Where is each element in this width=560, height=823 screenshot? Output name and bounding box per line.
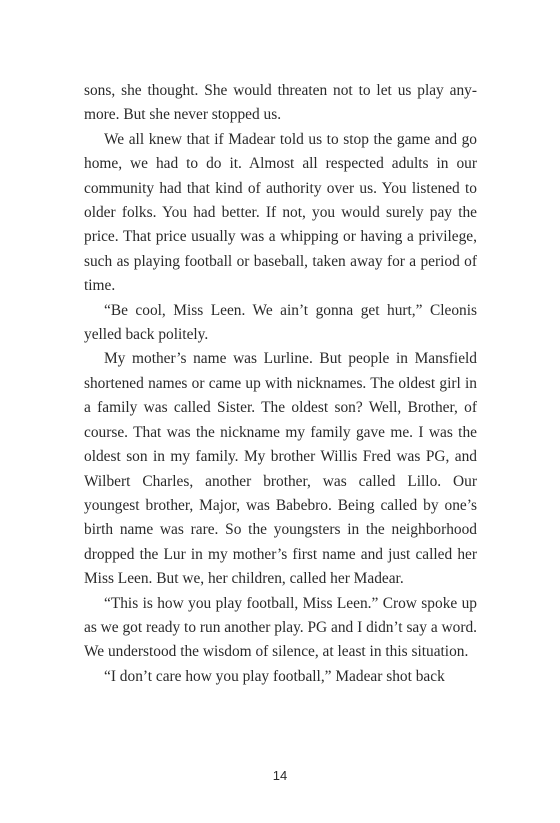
paragraph: “I don’t care how you play football,” Madear shot back — [104, 667, 445, 685]
paragraph: sons, she thought. She would threaten not to let us play anymore. But she never stopped us. — [84, 82, 477, 124]
paragraph: My mother’s name was Lurline. But people in Mansfield shortened names or came up with nicknames. The oldest girl in a family was called Sister. The oldest son? Well, Brother, of course. That was the nickname my family gave me. I was the oldest son in my family. My brother Willis Fred was PG, and Wilbert Charles, another brother, was called Lillo. Our youngest brother, Major, was Babebro. Being called by one’s birth name was rare. So the youngsters in the neighborhood dropped the Lur in my mother’s first name and just called her Miss Leen. But we, her children, called her Madear. — [84, 350, 477, 588]
page-number: 14 — [272, 768, 288, 783]
paragraph: We all knew that if Madear told us to stop the game and go home, we had to do it. Almost all respected adults in our community had that kind of authority over us. You listened to older folks. You had better. If not, you would surely pay the price. That price usually was a whipping or having a privilege, such as playing football or baseball, taken away for a period of time. — [84, 130, 477, 295]
paragraph: “This is how you play football, Miss Leen.” Crow spoke up as we got ready to run another play. PG and I didn’t say a word. We understood the wisdom of silence, at least in this situation. — [84, 594, 477, 661]
paragraph: “Be cool, Miss Leen. We ain’t gonna get hurt,” Cleonis yelled back politely. — [84, 301, 477, 344]
page-body — [84, 79, 477, 689]
